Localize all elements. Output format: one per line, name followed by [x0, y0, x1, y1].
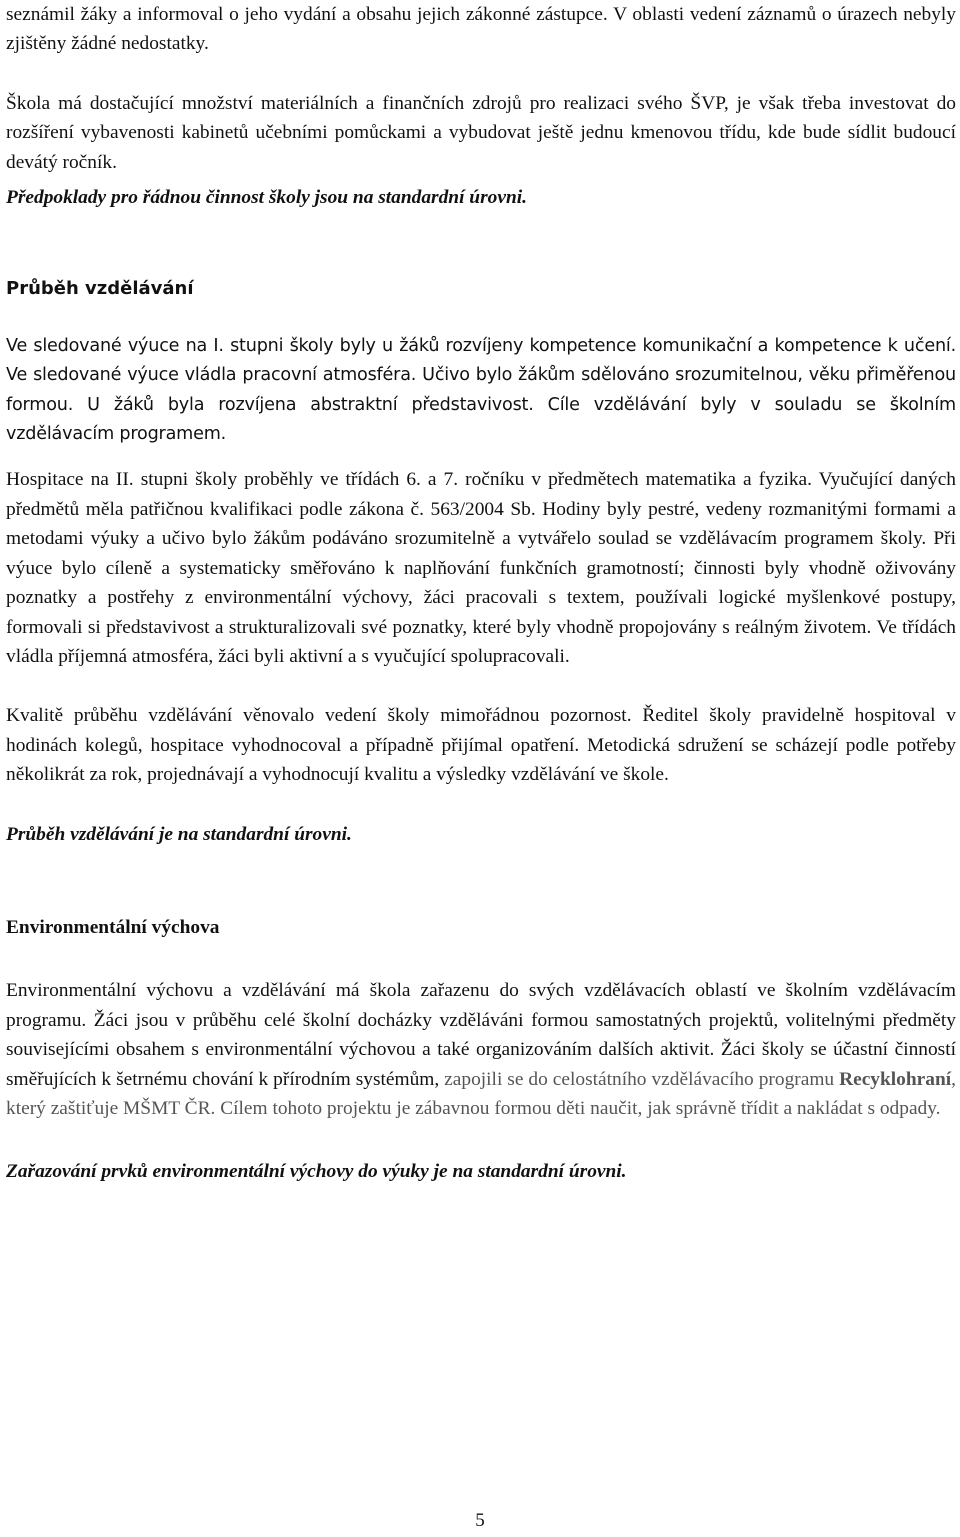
- education-paragraph-1: Ve sledované výuce na I. stupni školy byly u žáků rozvíjeny kompetence komunikační a kompetence k učení. Ve sledované výuce vládla pracovní atmosféra. Učivo bylo žákům sdělováno srozumitelnou, věku přiměřenou formou. U žáků byla rozvíjena abstraktní představivost. Cíle vzdělávání byly v souladu se školním vzdělávacím programem.: [6, 335, 956, 445]
- page-number: 5: [475, 1510, 485, 1531]
- intro-paragraph: seznámil žáky a informoval o jeho vydání a obsahu jejich zákonné zástupce. V oblasti vedení záznamů o úrazech nebyly zjištěny žádné nedostatky.: [6, 4, 956, 55]
- resources-paragraph: Škola má dostačující množství materiálních a finančních zdrojů pro realizaci svého ŠVP, je však třeba investovat do rozšíření vybavenosti kabinetů učebními pomůckami a vybudovat ještě jednu kmenovou třídu, kde bude sídlit budoucí devátý ročník.: [6, 92, 956, 173]
- environmental-conclusion: Zařazování prvků environmentální výchovy do výuky je na standardní úrovni.: [6, 1161, 627, 1183]
- environmental-main-text: Environmentální výchovu a vzdělávání má škola zařazenu do svých vzdělávacích oblastí ve školním vzdělávacím programu. Žáci jsou v průběhu celé školní docházky vzděláváni formou samostatných projektů, volitelnými předměty souvisejícími obsahem s environmentální výchovou a také organizováním dalších aktivit. Žáci školy se účastní činností směřujících k šetrnému chování k přírodním systémům,: [6, 980, 956, 1090]
- environmental-heading: Environmentální výchova: [6, 916, 220, 938]
- environmental-program-intro: zapojili se do celostátního vzdělávacího programu: [439, 1068, 840, 1090]
- education-paragraph-3: Kvalitě průběhu vzdělávání věnovalo vedení školy mimořádnou pozornost. Ředitel školy pravidelně hospitoval v hodinách kolegů, hospitace vyhodnocoval a případně přijímal opatření. Metodická sdružení se scházejí podle potřeby několikrát za rok, projednávají a vyhodnocují kvalitu a výsledky vzdělávání ve škole.: [6, 705, 956, 786]
- education-heading: Průběh vzdělávání: [6, 278, 194, 300]
- program-name: Recyklohraní: [839, 1068, 952, 1090]
- resources-conclusion: Předpoklady pro řádnou činnost školy jsou na standardní úrovni.: [6, 187, 527, 209]
- environmental-program-detail: , který zaštiťuje MŠMT ČR. Cílem tohoto projektu je zábavnou formou děti naučit, jak správně třídit a nakládat s odpady.: [6, 1068, 956, 1119]
- document-page: [6, 0, 956, 1187]
- environmental-paragraph: [6, 976, 956, 1123]
- education-paragraph-2: Hospitace na II. stupni školy proběhly ve třídách 6. a 7. ročníku v předmětech matematika a fyzika. Vyučující daných předmětů měla patřičnou kvalifikaci podle zákona č. 563/2004 Sb. Hodiny byly pestré, vedeny rozmanitými formami a metodami výuky a učivo bylo žákům podáváno srozumitelně a vytvářelo soulad se vzdělávacím programem školy. Při výuce bylo cíleně a systematicky směřováno k naplňování funkčních gramotností; činnosti byly vhodně oživovány poznatky a postřehy z environmentální výchovy, žáci pracovali s textem, používali logické myšlenkové postupy, formovali si představivost a strukturalizovali své poznatky, které byly vhodně propojovány s reálným životem. Ve třídách vládla příjemná atmosféra, žáci byli aktivní a s vyučující spolupracovali.: [6, 469, 956, 667]
- education-conclusion: Průběh vzdělávání je na standardní úrovni.: [6, 823, 352, 845]
